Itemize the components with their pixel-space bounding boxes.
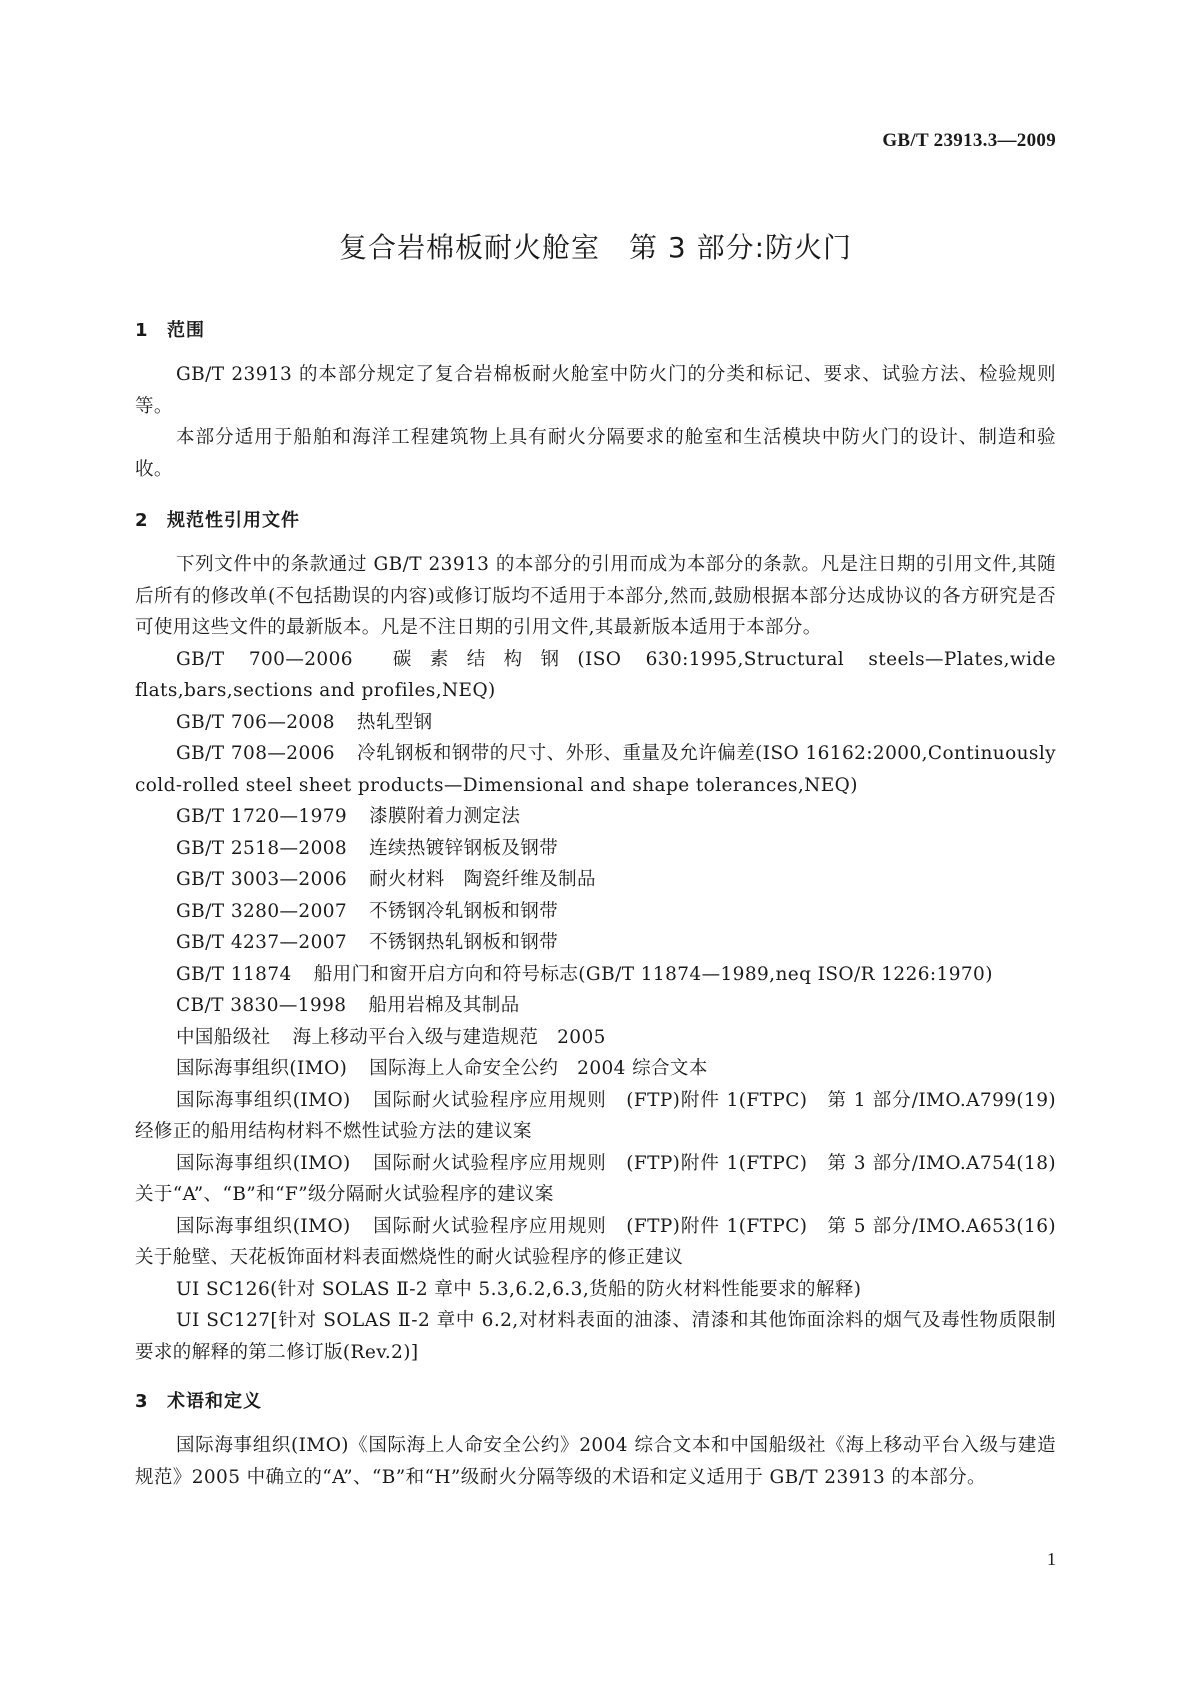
- reference-code: GB/T 706—2008: [176, 711, 335, 733]
- reference-title: 连续热镀锌钢板及钢带: [369, 837, 559, 859]
- reference-code: GB/T 4237—2007: [176, 932, 348, 953]
- paragraph: 本部分适用于船舶和海洋工程建筑物上具有耐火分隔要求的舱室和生活模块中防火门的设计、制造和验收。: [135, 427, 1056, 480]
- reference-code: GB/T 708—2006: [176, 743, 335, 764]
- section-heading-normative-references: [135, 505, 1056, 537]
- reference-item: [135, 801, 1056, 833]
- reference-title: 漆膜附着力测定法: [369, 806, 521, 827]
- reference-code: 国际海事组织(IMO): [176, 1089, 351, 1111]
- reference-title: 碳素结构钢(ISO 630:1995,Structural steels—Plates,wide flats,bars,sections and profiles,NEQ): [135, 648, 1056, 701]
- section-heading-terms-and-definitions: [135, 1386, 1056, 1418]
- page-number: 1: [1047, 1549, 1056, 1569]
- reference-title: 国际耐火试验程序应用规则 (FTP)附件 1(FTPC) 第 1 部分/IMO.A799(19) 经修正的船用结构材料不燃性试验方法的建议案: [135, 1089, 1075, 1142]
- reference-code: GB/T 3280—2007: [176, 900, 348, 922]
- reference-code: CB/T 3830—1998: [176, 995, 347, 1016]
- reference-item: [135, 864, 1056, 896]
- reference-title: 船用岩棉及其制品: [368, 995, 520, 1016]
- document-title: 复合岩棉板耐火舱室 第 3 部分:防火门: [338, 231, 853, 264]
- reference-item: [135, 990, 1056, 1022]
- reference-title: 不锈钢冷轧钢板和钢带: [369, 900, 559, 922]
- reference-code: GB/T 11874: [176, 963, 292, 985]
- reference-item: [135, 738, 1056, 801]
- reference-code: 国际海事组织(IMO): [176, 1215, 351, 1237]
- reference-code: 中国船级社: [176, 1026, 271, 1048]
- standard-code: GB/T 23913.3—2009: [882, 130, 1056, 151]
- reference-code: UI SC127: [176, 1310, 271, 1331]
- reference-item: [135, 707, 1056, 739]
- section-number: 1: [135, 320, 149, 341]
- reference-title: 船用门和窗开启方向和符号标志(GB/T 11874—1989,neq ISO/R 1226:1970): [313, 963, 993, 985]
- reference-title: 不锈钢热轧钢板和钢带: [369, 932, 559, 953]
- reference-title: (针对 SOLAS Ⅱ-2 章中 5.3,6.2,6.3,货船的防火材料性能要求的解释): [270, 1278, 862, 1300]
- paragraph: GB/T 23913 的本部分规定了复合岩棉板耐火舱室中防火门的分类和标记、要求、试验方法、检验规则等。: [135, 364, 1056, 417]
- section-title: 范围: [167, 320, 205, 341]
- reference-title: 国际耐火试验程序应用规则 (FTP)附件 1(FTPC) 第 3 部分/IMO.A754(18) 关于“A”、“B”和“F”级分隔耐火试验程序的建议案: [135, 1152, 1075, 1205]
- reference-item: [135, 959, 1056, 991]
- reference-title: 冷轧钢板和钢带的尺寸、外形、重量及允许偏差(ISO 16162:2000,Continuously cold-rolled steel sheet products—Dimensional and shape tolerances,NEQ): [135, 743, 1056, 796]
- paragraph: 国际海事组织(IMO)《国际海上人命安全公约》2004 综合文本和中国船级社《海上移动平台入级与建造规范》2005 中确立的“A”、“B”和“H”级耐火分隔等级的术语和定义适用于 GB/T 23913 的本部分。: [135, 1435, 1056, 1488]
- reference-title: 国际海上人命安全公约 2004 综合文本: [369, 1058, 708, 1079]
- document-body: [135, 315, 1075, 1493]
- reference-title: 海上移动平台入级与建造规范 2005: [292, 1026, 606, 1048]
- reference-code: UI SC126: [176, 1278, 271, 1300]
- reference-item: [135, 1053, 1056, 1085]
- reference-code: GB/T 2518—2008: [176, 837, 348, 859]
- reference-code: GB/T 700—2006: [176, 648, 353, 670]
- section-title: 规范性引用文件: [167, 510, 300, 531]
- reference-item: [135, 644, 1056, 707]
- reference-item: [135, 927, 1056, 959]
- reference-item: [135, 1305, 1056, 1368]
- reference-code: GB/T 3003—2006: [176, 869, 348, 890]
- section-title: 术语和定义: [167, 1391, 262, 1412]
- reference-item: [135, 896, 1056, 928]
- reference-item: [135, 1148, 1075, 1211]
- reference-code: 国际海事组织(IMO): [176, 1058, 348, 1079]
- reference-item: [135, 1022, 1056, 1054]
- reference-code: 国际海事组织(IMO): [176, 1152, 351, 1174]
- reference-item: [135, 833, 1056, 865]
- reference-title: 耐火材料 陶瓷纤维及制品: [369, 869, 596, 890]
- reference-code: GB/T 1720—1979: [176, 806, 348, 827]
- section-number: 2: [135, 510, 149, 531]
- reference-item: [135, 1085, 1075, 1148]
- reference-item: [135, 1274, 1056, 1306]
- reference-title: 热轧型钢: [356, 711, 433, 733]
- reference-item: [135, 1211, 1075, 1274]
- section-heading-scope: [135, 315, 1056, 347]
- reference-title: [针对 SOLAS Ⅱ-2 章中 6.2,对材料表面的油漆、清漆和其他饰面涂料的烟气及毒性物质限制要求的解释的第二修订版(Rev.2)]: [135, 1310, 1056, 1363]
- section-number: 3: [135, 1391, 149, 1412]
- reference-title: 国际耐火试验程序应用规则 (FTP)附件 1(FTPC) 第 5 部分/IMO.A653(16) 关于舱壁、天花板饰面材料表面燃烧性的耐火试验程序的修正建议: [135, 1215, 1075, 1268]
- paragraph: 下列文件中的条款通过 GB/T 23913 的本部分的引用而成为本部分的条款。凡是注日期的引用文件,其随后所有的修改单(不包括勘误的内容)或修订版均不适用于本部分,然而,鼓励根据本部分达成协议的各方研究是否可使用这些文件的最新版本。凡是不注日期的引用文件,其最新版本适用于本部分。: [135, 554, 1056, 638]
